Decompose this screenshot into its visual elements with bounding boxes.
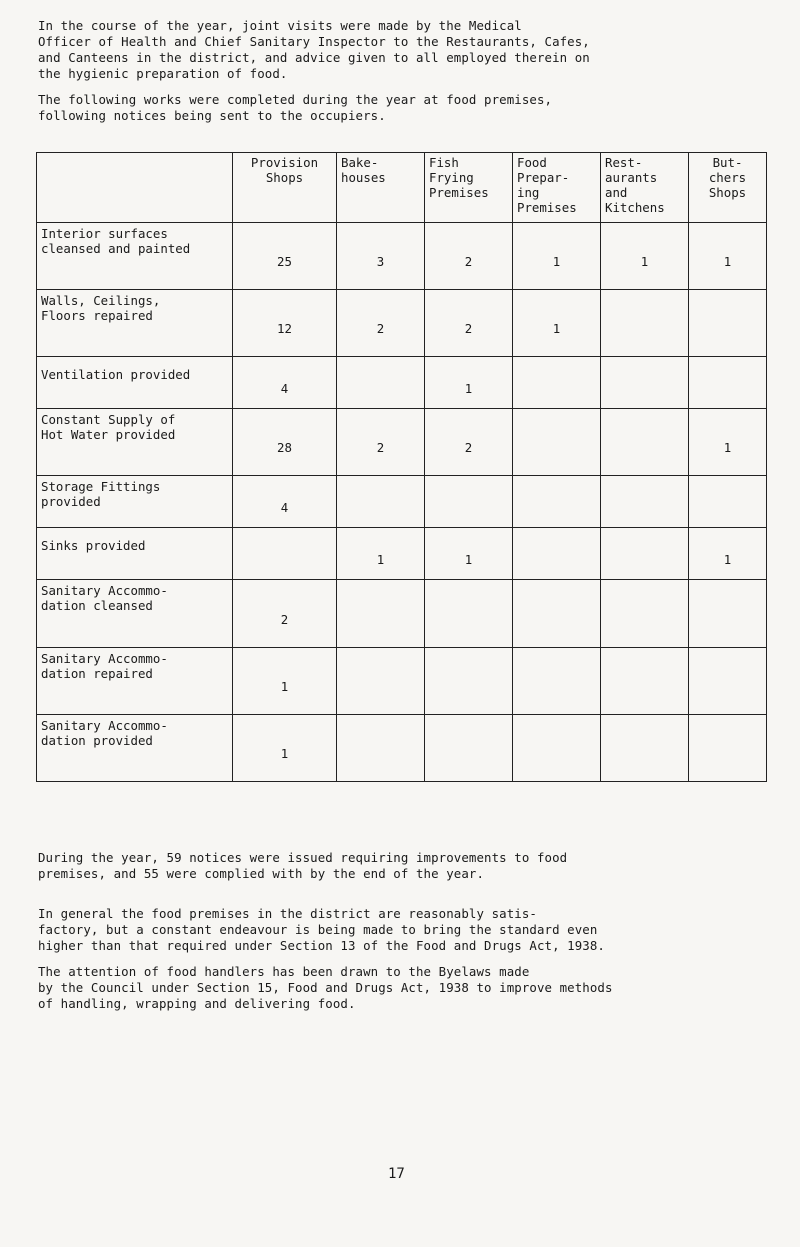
cell-value: 1	[425, 528, 513, 580]
cell-value	[689, 357, 767, 409]
cell-value	[513, 714, 601, 781]
cell-value	[425, 476, 513, 528]
page-number: 17	[388, 1166, 405, 1182]
cell-value	[601, 476, 689, 528]
cell-value	[513, 528, 601, 580]
cell-value: 1	[689, 528, 767, 580]
table-row	[37, 714, 767, 781]
header-provision-shops: Provision Shops	[233, 153, 337, 223]
cell-value: 2	[425, 223, 513, 290]
table-row	[37, 357, 767, 409]
table-row	[37, 223, 767, 290]
cell-value: 1	[689, 409, 767, 476]
cell-value	[513, 476, 601, 528]
cell-value	[337, 647, 425, 714]
header-fish-frying: Fish Frying Premises	[425, 153, 513, 223]
cell-value: 1	[513, 223, 601, 290]
row-label: Storage Fittings provided	[37, 476, 233, 528]
table-row	[37, 580, 767, 647]
row-label: Constant Supply of Hot Water provided	[37, 409, 233, 476]
row-label: Sanitary Accommo- dation cleansed	[37, 580, 233, 647]
table-header-row	[37, 153, 767, 223]
cell-value: 2	[425, 409, 513, 476]
table-intro-paragraph: The following works were completed during the year at food premises, following notices being sent to the occupiers.	[38, 92, 553, 123]
cell-value: 1	[233, 714, 337, 781]
cell-value	[601, 580, 689, 647]
cell-value	[689, 290, 767, 357]
cell-value	[513, 647, 601, 714]
cell-value: 1	[601, 223, 689, 290]
notices-paragraph: During the year, 59 notices were issued requiring improvements to food premises, and 55 were complied with by the end of the year.	[38, 850, 568, 881]
cell-value: 4	[233, 476, 337, 528]
cell-value	[689, 647, 767, 714]
cell-value	[337, 580, 425, 647]
cell-value	[601, 290, 689, 357]
cell-value	[337, 476, 425, 528]
cell-value	[337, 357, 425, 409]
header-butchers: But- chers Shops	[689, 153, 767, 223]
cell-value: 28	[233, 409, 337, 476]
cell-value: 3	[337, 223, 425, 290]
row-label: Sanitary Accommo- dation provided	[37, 714, 233, 781]
cell-value	[425, 647, 513, 714]
food-premises-works-table	[36, 152, 767, 782]
cell-value	[513, 357, 601, 409]
cell-value: 4	[233, 357, 337, 409]
table-row	[37, 476, 767, 528]
cell-value: 12	[233, 290, 337, 357]
header-food-preparing: Food Prepar- ing Premises	[513, 153, 601, 223]
cell-value	[233, 528, 337, 580]
header-blank	[37, 153, 233, 223]
cell-value	[689, 476, 767, 528]
cell-value	[513, 409, 601, 476]
cell-value: 1	[337, 528, 425, 580]
cell-value	[601, 714, 689, 781]
row-label: Sinks provided	[37, 528, 233, 580]
general-standard-paragraph: In general the food premises in the district are reasonably satis- factory, but a constant endeavour is being made to bring the standard even higher than that required under Section 13 of the Food and Drugs Act, 1938.	[38, 906, 605, 953]
cell-value	[601, 409, 689, 476]
table-row	[37, 647, 767, 714]
row-label: Sanitary Accommo- dation repaired	[37, 647, 233, 714]
cell-value	[513, 580, 601, 647]
cell-value: 2	[337, 290, 425, 357]
header-bakehouses: Bake- houses	[337, 153, 425, 223]
header-restaurants: Rest- aurants and Kitchens	[601, 153, 689, 223]
row-label: Ventilation provided	[37, 357, 233, 409]
cell-value	[425, 714, 513, 781]
cell-value: 25	[233, 223, 337, 290]
row-label: Walls, Ceilings, Floors repaired	[37, 290, 233, 357]
cell-value: 2	[233, 580, 337, 647]
table-row	[37, 409, 767, 476]
cell-value	[601, 528, 689, 580]
table-row	[37, 528, 767, 580]
row-label: Interior surfaces cleansed and painted	[37, 223, 233, 290]
cell-value: 1	[233, 647, 337, 714]
cell-value	[601, 357, 689, 409]
cell-value	[425, 580, 513, 647]
intro-paragraph: In the course of the year, joint visits were made by the Medical Officer of Health and Chief Sanitary Inspector to the Restaurants, Cafes, and Canteens in the district, and advice given to all employed therein on the hygienic preparation of food.	[38, 18, 590, 81]
cell-value: 2	[425, 290, 513, 357]
cell-value: 1	[425, 357, 513, 409]
cell-value	[689, 714, 767, 781]
cell-value: 2	[337, 409, 425, 476]
byelaws-paragraph: The attention of food handlers has been drawn to the Byelaws made by the Council under Section 15, Food and Drugs Act, 1938 to improve methods of handling, wrapping and delivering food.	[38, 964, 613, 1011]
table-row	[37, 290, 767, 357]
cell-value	[689, 580, 767, 647]
cell-value	[337, 714, 425, 781]
cell-value	[601, 647, 689, 714]
cell-value: 1	[513, 290, 601, 357]
cell-value: 1	[689, 223, 767, 290]
